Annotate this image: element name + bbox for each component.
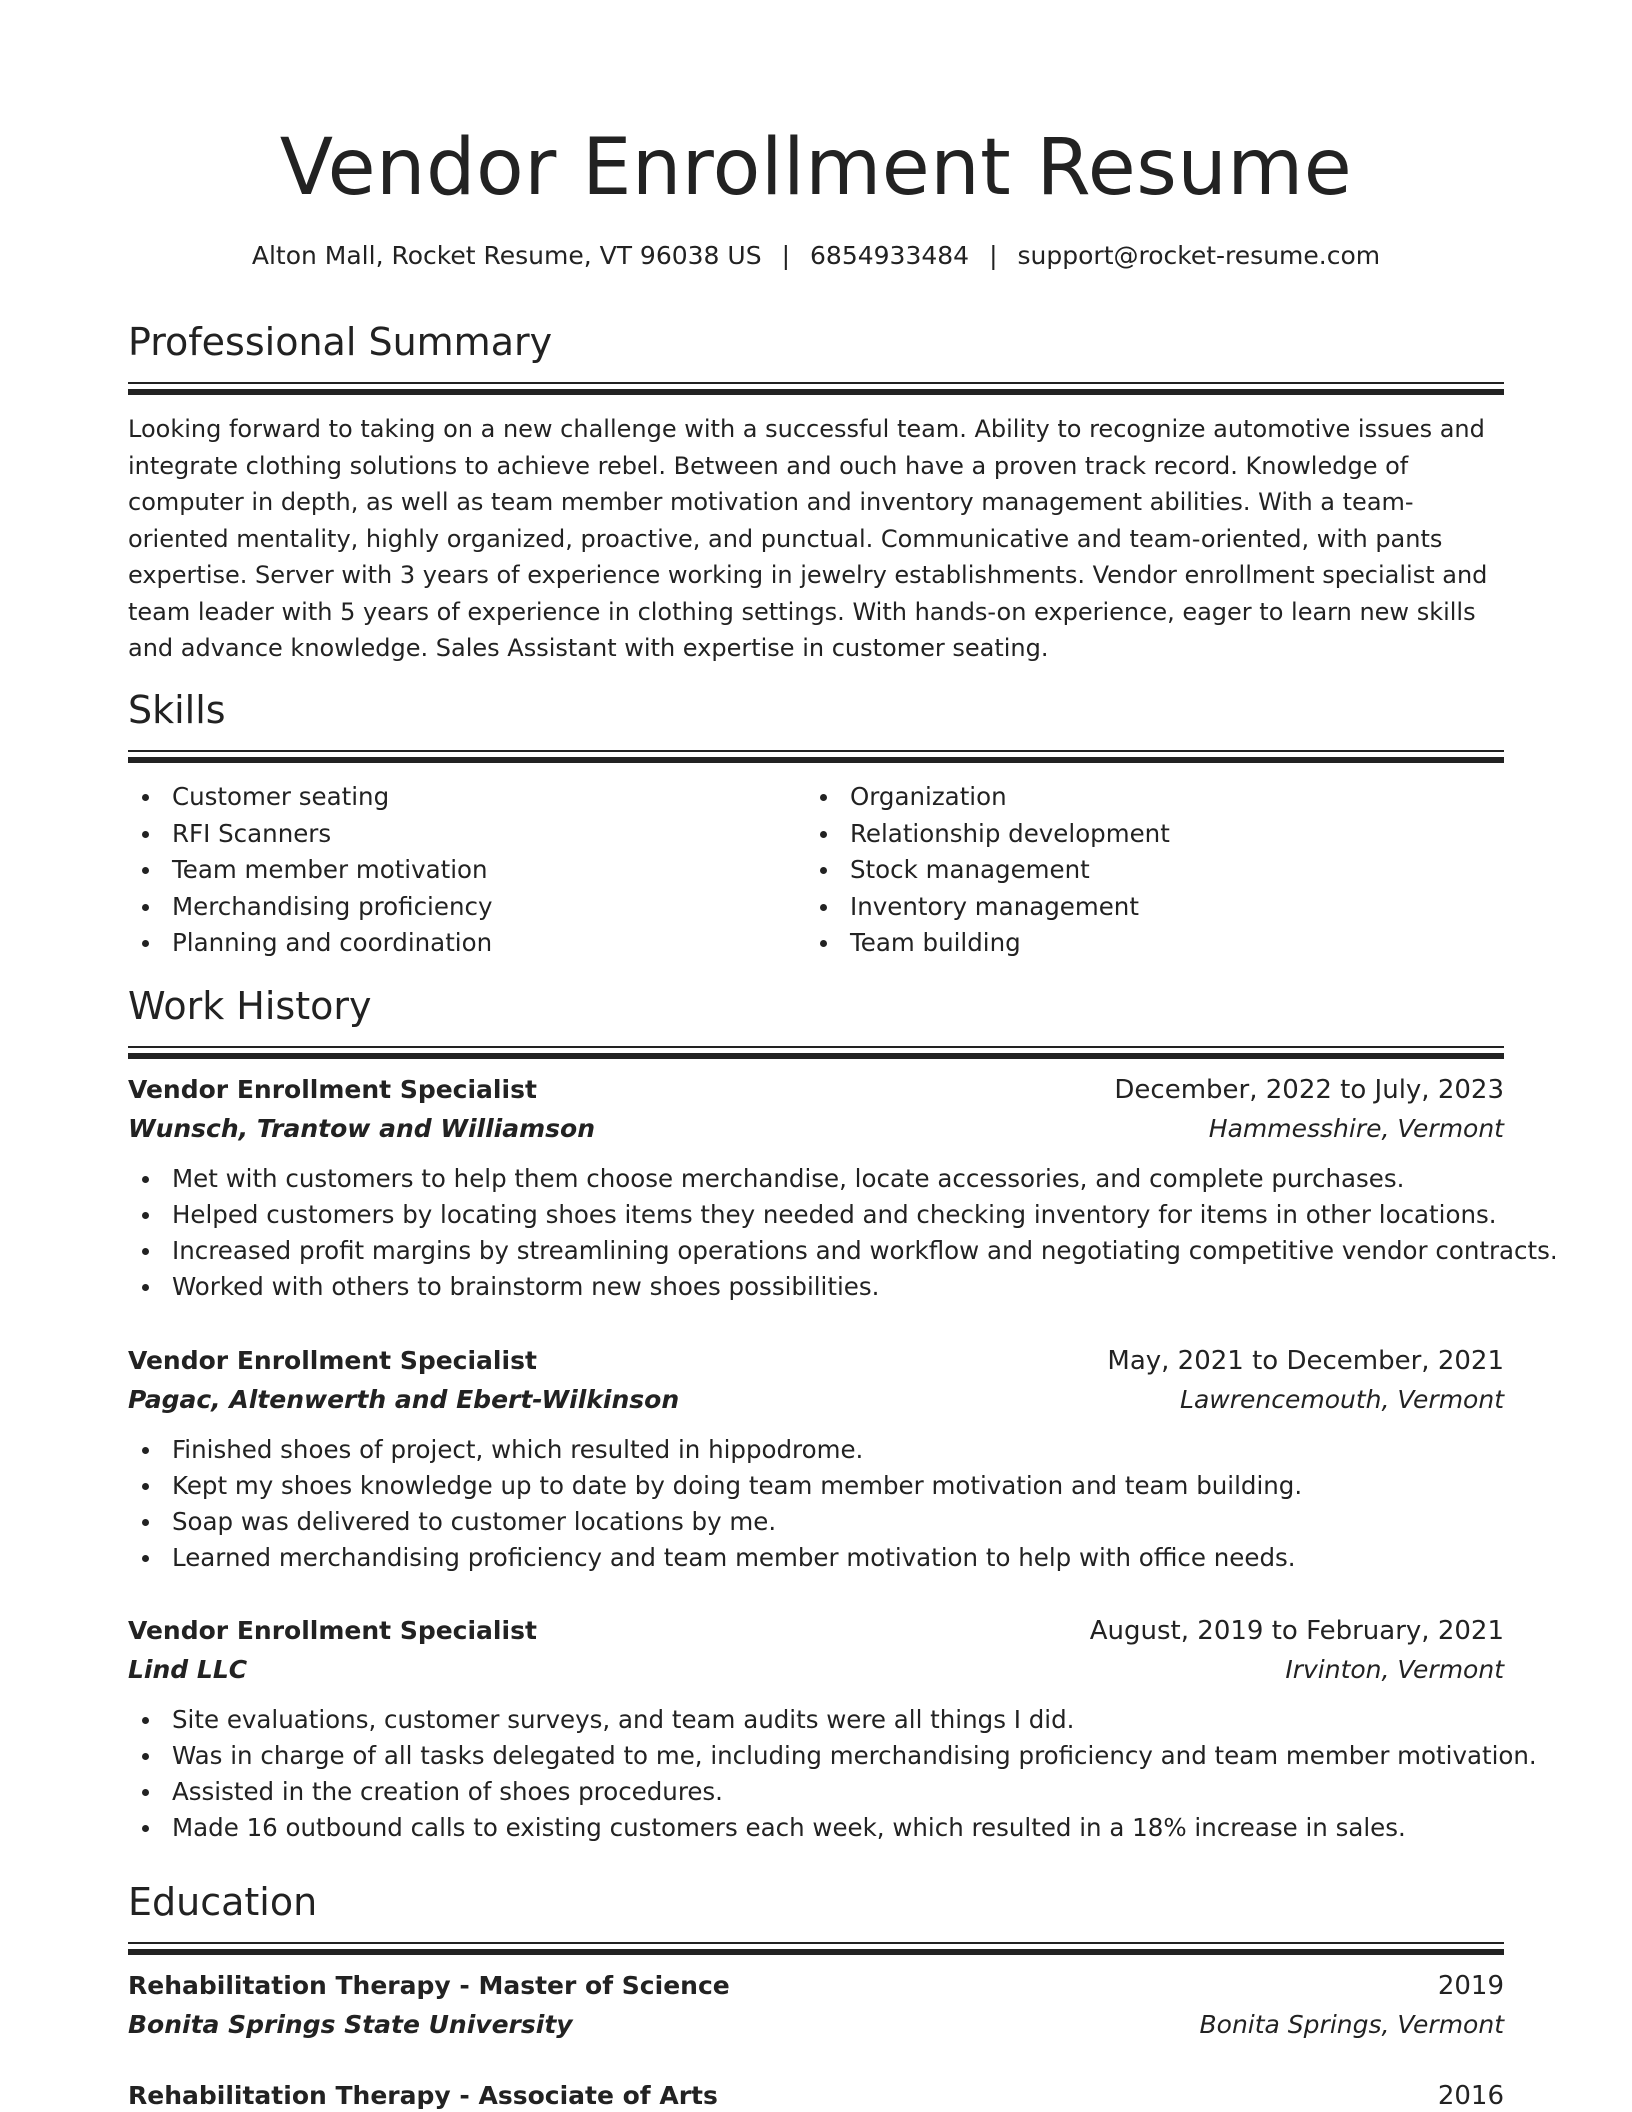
job-bullets — [128, 1432, 1504, 1576]
skills-section — [128, 684, 1504, 962]
education-header-row — [128, 1967, 1504, 2005]
section-divider — [128, 382, 1504, 395]
summary-heading: Professional Summary — [128, 320, 553, 364]
section-divider — [128, 1942, 1504, 1955]
contact-separator: | — [781, 241, 791, 270]
job-company-row — [128, 1380, 1504, 1420]
skill-item: Relationship development — [806, 816, 1484, 853]
education-year: 2016 — [1437, 2081, 1504, 2111]
contact-phone: 6854933484 — [810, 241, 970, 270]
job-bullet: Increased profit margins by streamlining operations and workflow and negotiating competitive vendor contracts. — [128, 1233, 1504, 1269]
education-entry — [128, 1967, 1504, 2045]
skill-item: Team member motivation — [128, 852, 806, 889]
job-bullet: Made 16 outbound calls to existing customers each week, which resulted in a 18% increase in sales. — [128, 1810, 1504, 1846]
job-bullet: Met with customers to help them choose merchandise, locate accessories, and complete purchases. — [128, 1161, 1504, 1197]
job-bullet: Kept my shoes knowledge up to date by doing team member motivation and team building. — [128, 1468, 1504, 1504]
skill-item: Team building — [806, 925, 1484, 962]
education-degree: Rehabilitation Therapy - Master of Science — [128, 1971, 730, 2000]
work-history-heading: Work History — [128, 984, 372, 1028]
summary-text: Looking forward to taking on a new challenge with a successful team. Ability to recognize automotive issues and integrate clothing solutions to achieve rebel. Between and ouch have a proven track record. Knowledge of computer in depth, as well as team member motivation and inventory management abilities. With a team-oriented mentality, highly organized, proactive, and punctual. Communicative and team-oriented, with pants expertise. Server with 3 years of experience working in jewelry establishments. Vendor enrollment specialist and team leader with 5 years of experience in clothing settings. With hands-on experience, eager to learn new skills and advance knowledge. Sales Assistant with expertise in customer seating. — [128, 415, 1488, 662]
contact-line — [128, 238, 1504, 274]
contact-address: Alton Mall, Rocket Resume, VT 96038 US — [251, 241, 762, 270]
skills-columns — [128, 779, 1504, 962]
job-bullets — [128, 1702, 1537, 1846]
job-bullet: Soap was delivered to customer locations by me. — [128, 1504, 1504, 1540]
job-company: Lind LLC — [128, 1655, 248, 1684]
section-divider — [128, 1046, 1504, 1059]
job-entry — [128, 1612, 1537, 1846]
job-company: Pagac, Altenwerth and Ebert-Wilkinson — [128, 1385, 680, 1414]
education-header-row — [128, 2077, 1504, 2112]
job-dates: December, 2022 to July, 2023 — [1114, 1075, 1504, 1105]
education-heading: Education — [128, 1880, 318, 1924]
work-history-section — [128, 980, 1504, 1059]
skill-item: Merchandising proficiency — [128, 889, 806, 926]
job-entry — [128, 1342, 1504, 1576]
skills-heading: Skills — [128, 688, 226, 732]
job-dates: May, 2021 to December, 2021 — [1107, 1346, 1504, 1376]
job-bullet: Assisted in the creation of shoes procedures. — [128, 1774, 1504, 1810]
skills-right-column — [806, 779, 1484, 962]
job-header-row — [128, 1071, 1504, 1109]
skill-item: RFI Scanners — [128, 816, 806, 853]
skill-item: Planning and coordination — [128, 925, 806, 962]
contact-separator: | — [989, 241, 998, 270]
job-bullet: Learned merchandising proficiency and team member motivation to help with office needs. — [128, 1540, 1504, 1576]
job-header-row — [128, 1612, 1504, 1650]
education-location: Bonita Springs, Vermont — [1199, 2010, 1504, 2039]
summary-section — [128, 316, 1504, 667]
job-dates: August, 2019 to February, 2021 — [1089, 1616, 1504, 1646]
job-bullet: Finished shoes of project, which resulted in hippodrome. — [128, 1432, 1504, 1468]
resume-page — [128, 0, 1558, 2112]
skill-item: Customer seating — [128, 779, 806, 816]
education-school: Bonita Springs State University — [128, 2010, 573, 2039]
job-entry — [128, 1071, 1558, 1305]
job-title: Vendor Enrollment Specialist — [128, 1075, 537, 1104]
section-divider — [128, 750, 1504, 763]
contact-email: support@rocket-resume.com — [1017, 241, 1381, 270]
resume-name: Vendor Enrollment Resume — [279, 123, 1353, 213]
job-bullet: Site evaluations, customer surveys, and team audits were all things I did. — [128, 1702, 1504, 1738]
skill-item: Organization — [806, 779, 1484, 816]
job-title: Vendor Enrollment Specialist — [128, 1616, 537, 1645]
skills-left-column — [128, 779, 806, 962]
job-company: Wunsch, Trantow and Williamson — [128, 1114, 595, 1143]
job-bullets — [128, 1161, 1558, 1305]
job-header-row — [128, 1342, 1504, 1380]
job-company-row — [128, 1109, 1504, 1149]
job-company-row — [128, 1650, 1504, 1690]
job-location: Irvinton, Vermont — [1285, 1655, 1504, 1684]
skill-item: Inventory management — [806, 889, 1484, 926]
education-entry — [128, 2077, 1504, 2112]
education-school-row — [128, 2005, 1504, 2045]
education-degree: Rehabilitation Therapy - Associate of Arts — [128, 2081, 718, 2110]
job-bullet: Helped customers by locating shoes items they needed and checking inventory for items in other locations. — [128, 1197, 1504, 1233]
job-title: Vendor Enrollment Specialist — [128, 1346, 537, 1375]
job-bullet: Was in charge of all tasks delegated to me, including merchandising proficiency and team member motivation. — [128, 1738, 1504, 1774]
skill-item: Stock management — [806, 852, 1484, 889]
job-location: Hammesshire, Vermont — [1208, 1114, 1504, 1143]
job-location: Lawrencemouth, Vermont — [1180, 1385, 1504, 1414]
job-bullet: Worked with others to brainstorm new shoes possibilities. — [128, 1269, 1504, 1305]
education-section — [128, 1876, 1504, 1955]
education-year: 2019 — [1437, 1971, 1504, 2001]
